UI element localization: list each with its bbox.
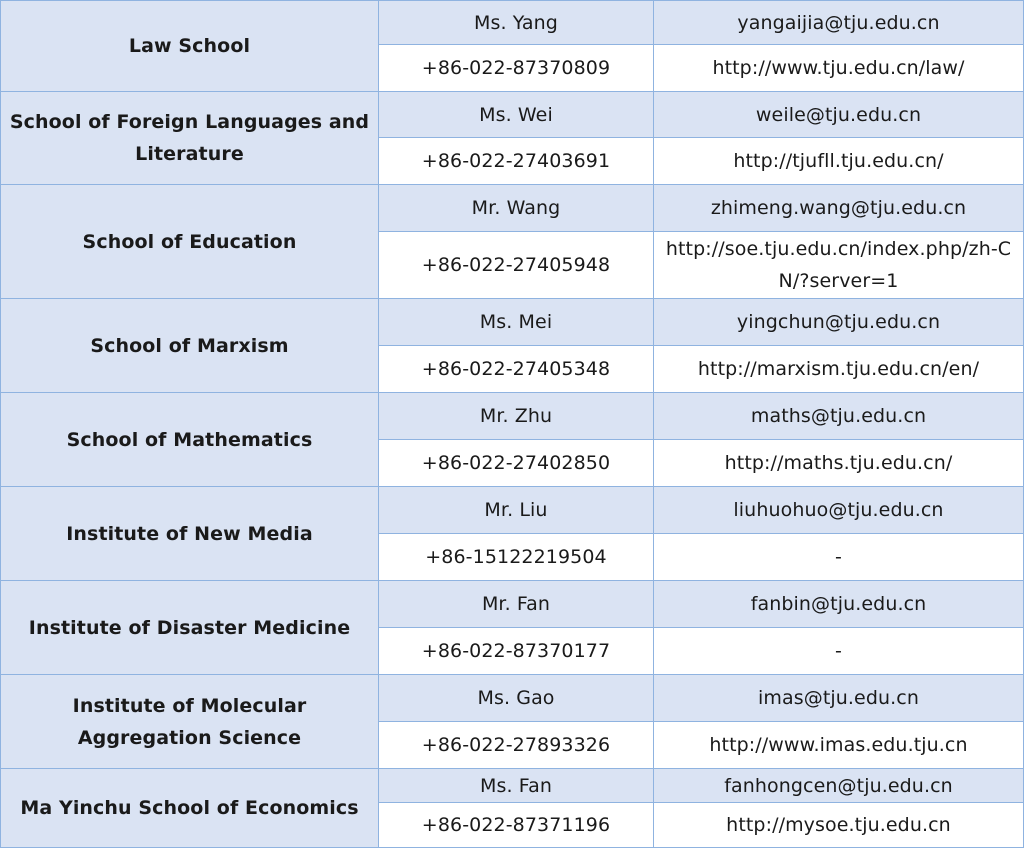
contact-person: Mr. Fan bbox=[379, 581, 654, 628]
school-name: School of Education bbox=[1, 185, 379, 299]
phone-number: +86-022-87371196 bbox=[379, 803, 654, 848]
school-name: Ma Yinchu School of Economics bbox=[1, 769, 379, 848]
contact-person: Ms. Gao bbox=[379, 675, 654, 722]
contact-person: Mr. Zhu bbox=[379, 393, 654, 440]
table-row bbox=[1, 393, 1024, 440]
school-name: Institute of New Media bbox=[1, 487, 379, 581]
contact-person: Ms. Wei bbox=[379, 92, 654, 138]
website-url: http://soe.tju.edu.cn/index.php/zh-CN/?server=1 bbox=[654, 232, 1024, 299]
email-address: yangaijia@tju.edu.cn bbox=[654, 1, 1024, 45]
contact-person: Ms. Mei bbox=[379, 299, 654, 346]
school-name: Institute of Disaster Medicine bbox=[1, 581, 379, 675]
table-row bbox=[1, 581, 1024, 628]
contact-person: Ms. Yang bbox=[379, 1, 654, 45]
school-name: School of Marxism bbox=[1, 299, 379, 393]
website-url: http://marxism.tju.edu.cn/en/ bbox=[654, 346, 1024, 393]
contact-person: Mr. Liu bbox=[379, 487, 654, 534]
email-address: weile@tju.edu.cn bbox=[654, 92, 1024, 138]
table-row bbox=[1, 299, 1024, 346]
phone-number: +86-022-87370177 bbox=[379, 628, 654, 675]
email-address: liuhuohuo@tju.edu.cn bbox=[654, 487, 1024, 534]
email-address: imas@tju.edu.cn bbox=[654, 675, 1024, 722]
website-url: http://www.imas.edu.tju.cn bbox=[654, 722, 1024, 769]
website-url: - bbox=[654, 628, 1024, 675]
table-row bbox=[1, 92, 1024, 138]
website-url: http://maths.tju.edu.cn/ bbox=[654, 440, 1024, 487]
phone-number: +86-022-27403691 bbox=[379, 138, 654, 185]
school-name: School of Mathematics bbox=[1, 393, 379, 487]
email-address: maths@tju.edu.cn bbox=[654, 393, 1024, 440]
website-url: http://mysoe.tju.edu.cn bbox=[654, 803, 1024, 848]
table-row bbox=[1, 1, 1024, 45]
school-name: School of Foreign Languages and Literature bbox=[1, 92, 379, 185]
school-name: Law School bbox=[1, 1, 379, 92]
website-url: http://www.tju.edu.cn/law/ bbox=[654, 45, 1024, 92]
email-address: zhimeng.wang@tju.edu.cn bbox=[654, 185, 1024, 232]
contact-person: Mr. Wang bbox=[379, 185, 654, 232]
phone-number: +86-022-27405948 bbox=[379, 232, 654, 299]
website-url: http://tjufll.tju.edu.cn/ bbox=[654, 138, 1024, 185]
email-address: yingchun@tju.edu.cn bbox=[654, 299, 1024, 346]
phone-number: +86-022-27893326 bbox=[379, 722, 654, 769]
website-url: - bbox=[654, 534, 1024, 581]
table-row bbox=[1, 185, 1024, 232]
phone-number: +86-15122219504 bbox=[379, 534, 654, 581]
email-address: fanhongcen@tju.edu.cn bbox=[654, 769, 1024, 803]
table-row bbox=[1, 769, 1024, 803]
email-address: fanbin@tju.edu.cn bbox=[654, 581, 1024, 628]
phone-number: +86-022-27405348 bbox=[379, 346, 654, 393]
school-name: Institute of Molecular Aggregation Science bbox=[1, 675, 379, 769]
table-row bbox=[1, 487, 1024, 534]
phone-number: +86-022-27402850 bbox=[379, 440, 654, 487]
table-row bbox=[1, 675, 1024, 722]
phone-number: +86-022-87370809 bbox=[379, 45, 654, 92]
contact-person: Ms. Fan bbox=[379, 769, 654, 803]
